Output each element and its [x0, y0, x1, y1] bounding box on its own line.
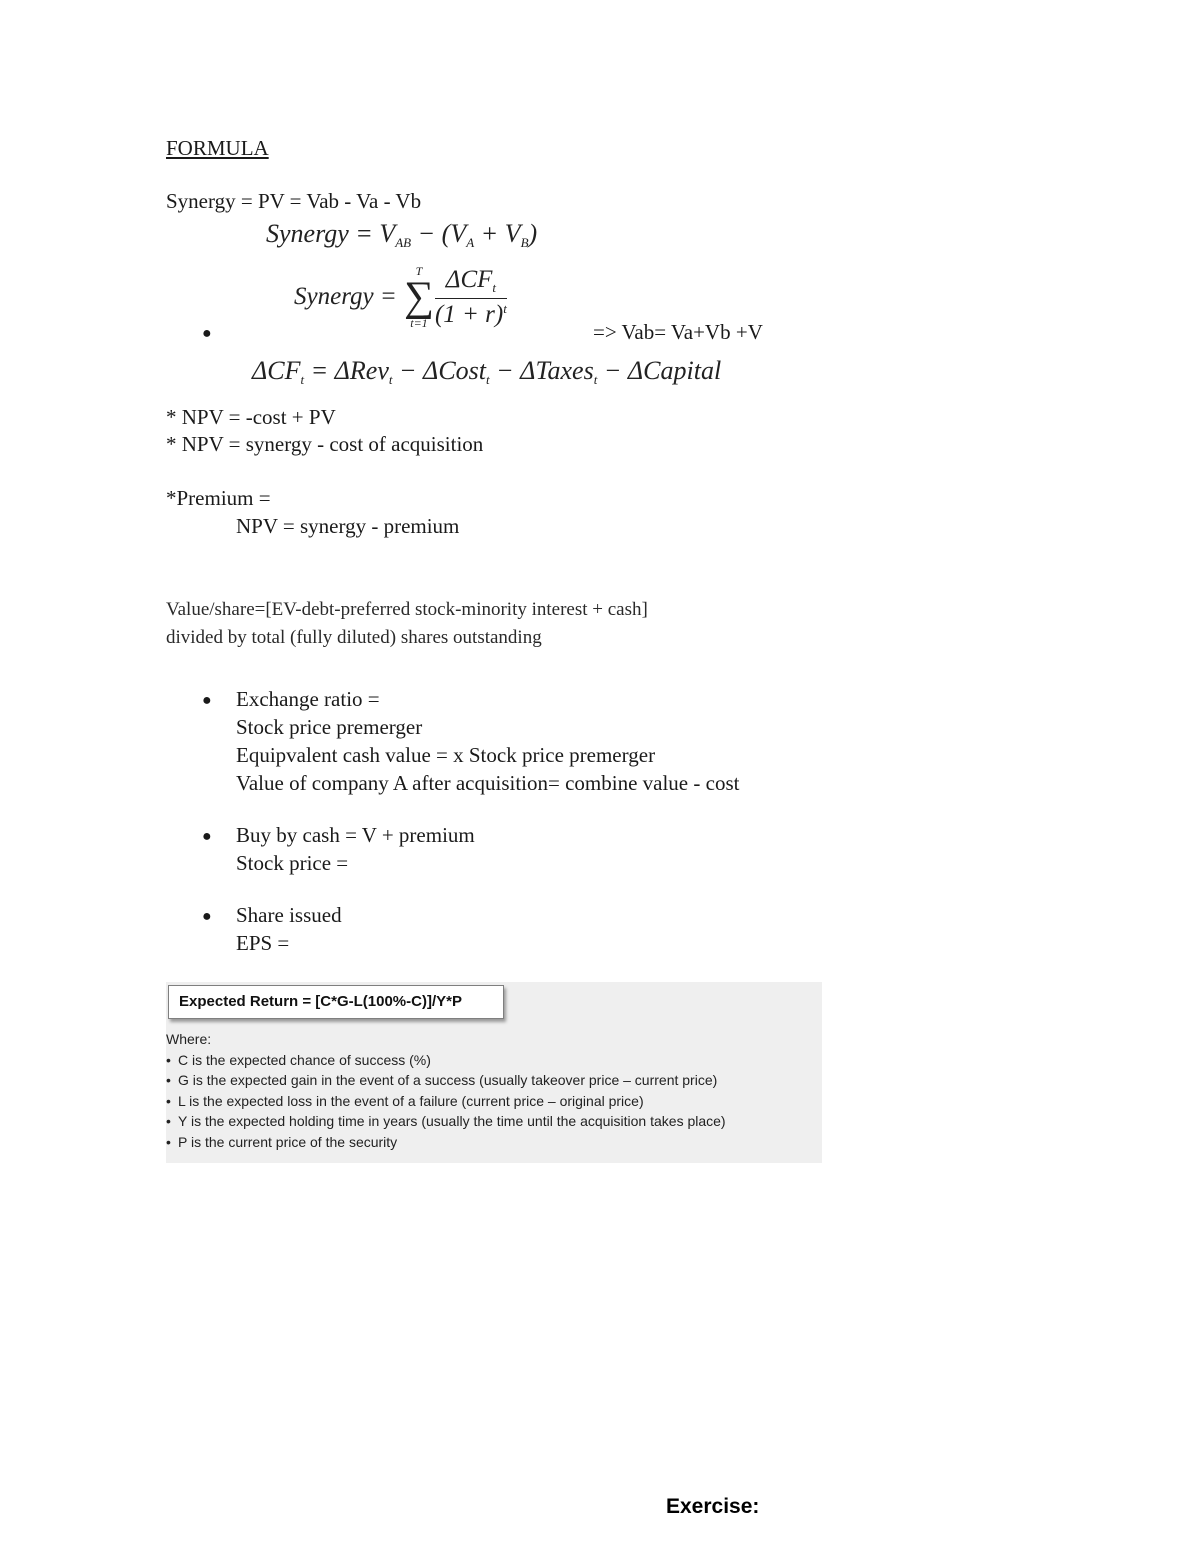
share-issued-line: Share issued [236, 903, 342, 927]
synergy-result: => Vab= Va+Vb +V [593, 320, 763, 344]
formula-heading: FORMULA [166, 136, 269, 160]
equivalent-cash-value-line: Equipvalent cash value = x Stock price premerger [236, 743, 656, 767]
summation-symbol: T ∑ t=1 [403, 264, 434, 330]
bullet-icon: ● [202, 828, 212, 845]
sum-lower-limit: t=1 [410, 316, 428, 330]
exchange-ratio-block [236, 685, 739, 797]
eq2-lhs: Synergy [294, 283, 374, 310]
share-issued-block [236, 901, 342, 957]
eq1-v: V [379, 219, 396, 248]
bullet-icon: • [166, 1113, 171, 1130]
bullet-icon: • [166, 1092, 171, 1109]
eq2-numerator-sub: t [492, 279, 497, 295]
synergy-equation-2 [294, 265, 507, 329]
exchange-ratio-line: Exchange ratio = [236, 687, 380, 711]
bullet-icon: • [166, 1072, 171, 1089]
where-item-p: P is the current price of the security [178, 1133, 398, 1150]
eq2-numerator: ΔCF [445, 265, 493, 293]
expected-return-formula-box: Expected Return = [C*G-L(100%-C)]/Y*P [168, 985, 504, 1019]
eq1-sub-a: A [466, 235, 475, 250]
eq3-taxes-sub: t [593, 372, 598, 387]
exercise-heading: Exercise: [666, 1495, 760, 1518]
eq2-denominator-sup: t [503, 300, 507, 316]
eq1-op: = [348, 219, 380, 248]
list-item [166, 1091, 726, 1112]
sum-upper-limit: T [415, 264, 423, 278]
npv-formula-2: * NPV = synergy - cost of acquisition [166, 432, 484, 456]
synergy-equation-1 [266, 219, 537, 251]
eq1-lhs: Synergy [266, 219, 349, 248]
where-item-g: G is the expected gain in the event of a success (usually takeover price – current price) [178, 1072, 718, 1089]
company-a-value-line: Value of company A after acquisition= combine value - cost [236, 771, 740, 795]
list-item [166, 1111, 726, 1132]
stock-price-premerger-line: Stock price premerger [236, 715, 423, 739]
eq3-cost: − ΔCost [392, 356, 487, 385]
npv-formula-1: * NPV = -cost + PV [166, 405, 336, 429]
bullet-icon: • [166, 1051, 171, 1068]
eq2-denominator: (1 + r) [434, 300, 504, 328]
list-item [166, 1132, 726, 1153]
eq1-mid: − ( [411, 219, 451, 248]
eq3-taxes: − ΔTaxes [489, 356, 594, 385]
where-label: Where: [166, 1031, 212, 1047]
eq2-fraction [435, 266, 507, 329]
list-item [166, 1050, 726, 1071]
eq3-cost-sub: t [486, 372, 490, 387]
stock-price-line: Stock price = [236, 851, 349, 875]
bullet-icon: ● [202, 908, 212, 925]
synergy-definition: Synergy = PV = Vab - Va - Vb [166, 189, 422, 213]
cash-flow-equation [252, 356, 721, 388]
eq2-op: = [373, 283, 403, 310]
expected-return-where-block [166, 1029, 726, 1153]
where-item-y: Y is the expected holding time in years (usually the time until the acquisition takes place) [178, 1113, 726, 1130]
eq1-v-b: V [504, 219, 521, 248]
value-per-share-block [166, 596, 648, 652]
eq1-end: ) [528, 219, 538, 248]
value-per-share-line-2: divided by total (fully diluted) shares outstanding [166, 627, 542, 648]
eq3-rev-sub: t [388, 372, 393, 387]
where-item-c: C is the expected chance of success (%) [178, 1051, 431, 1068]
eq1-plus: + [474, 219, 505, 248]
eq3-sub-t: t [300, 372, 305, 387]
eps-line: EPS = [236, 931, 290, 955]
list-item [166, 1070, 726, 1091]
value-per-share-line-1: Value/share=[EV-debt-preferred stock-minority interest + cash] [166, 599, 648, 620]
eq1-sub-ab: AB [395, 235, 412, 250]
bullet-icon: ● [202, 692, 212, 709]
eq1-sub-b: B [520, 235, 529, 250]
eq3-rev: = ΔRev [304, 356, 389, 385]
npv-formula-3: NPV = synergy - premium [236, 514, 460, 538]
eq1-v-a: V [450, 219, 467, 248]
bullet-icon: ● [202, 325, 212, 342]
eq3-capital: − ΔCapital [597, 356, 722, 385]
premium-formula: *Premium = [166, 486, 271, 510]
buy-by-cash-block [236, 821, 475, 877]
where-item-l: L is the expected loss in the event of a failure (current price – original price) [178, 1092, 644, 1109]
eq3-lhs: ΔCF [252, 356, 301, 385]
bullet-icon: • [166, 1133, 171, 1150]
buy-by-cash-line: Buy by cash = V + premium [236, 823, 475, 847]
